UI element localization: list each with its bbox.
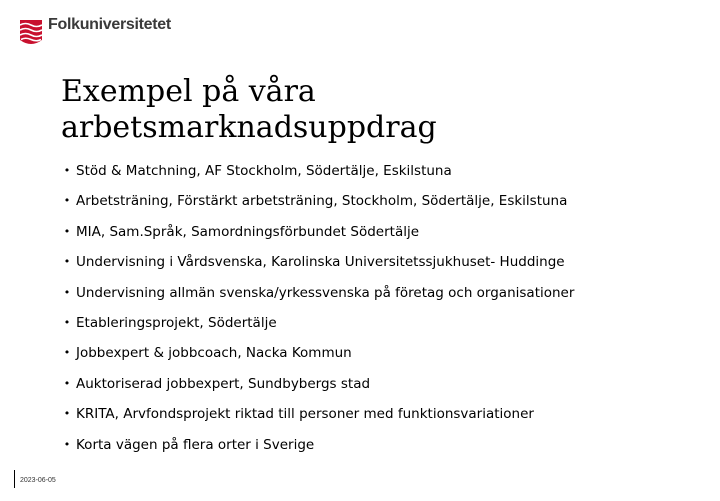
bullet-dot: •	[63, 407, 71, 421]
bullet-dot: •	[63, 315, 71, 329]
bullet-dot: •	[63, 194, 71, 208]
brand-logo	[19, 14, 171, 48]
bullet-text: Korta vägen på flera orter i Sverige	[76, 436, 315, 453]
wave-emblem-icon	[19, 14, 43, 48]
bullet-item	[58, 186, 574, 216]
bullet-text: Undervisning i Vårdsvenska, Karolinska Universitetssjukhuset- Huddinge	[76, 254, 565, 271]
bullet-list	[58, 156, 574, 460]
footer-divider	[14, 470, 15, 488]
bullet-item	[58, 247, 574, 277]
bullet-item	[58, 430, 574, 460]
bullet-dot: •	[63, 164, 71, 177]
bullet-text: MIA, Sam.Språk, Samordningsförbundet Södertälje	[76, 223, 420, 240]
bullet-text: Jobbexpert & jobbcoach, Nacka Kommun	[76, 345, 352, 362]
bullet-item	[58, 399, 574, 429]
bullet-item	[58, 308, 574, 338]
slide-title-line-2: arbetsmarknadsuppdrag	[61, 110, 437, 145]
bullet-text: Stöd & Matchning, AF Stockholm, Södertälje, Eskilstuna	[76, 163, 452, 179]
bullet-item	[58, 156, 574, 186]
bullet-text: Undervisning allmän svenska/yrkessvenska på företag och organisationer	[76, 284, 575, 301]
brand-name: Folkuniversitetet	[48, 16, 171, 33]
bullet-item	[58, 217, 574, 247]
bullet-text: Arbetsträning, Förstärkt arbetsträning, Stockholm, Södertälje, Eskilstuna	[76, 193, 568, 210]
bullet-text: Auktoriserad jobbexpert, Sundbybergs stad	[76, 375, 371, 392]
bullet-dot: •	[63, 376, 71, 390]
slide-title-line-1: Exempel på våra	[61, 74, 316, 109]
slide-title	[61, 74, 681, 146]
bullet-dot: •	[63, 255, 71, 269]
bullet-item	[58, 278, 574, 308]
bullet-text: KRITA, Arvfondsprojekt riktad till personer med funktionsvariationer	[76, 406, 534, 423]
bullet-dot: •	[63, 346, 71, 360]
bullet-item	[58, 338, 574, 368]
bullet-dot: •	[63, 285, 71, 299]
bullet-text: Etableringsprojekt, Södertälje	[76, 314, 277, 331]
bullet-item	[58, 369, 574, 399]
bullet-dot: •	[63, 224, 71, 238]
bullet-dot: •	[63, 437, 71, 451]
footer-date: 2023-06-05	[20, 477, 56, 484]
